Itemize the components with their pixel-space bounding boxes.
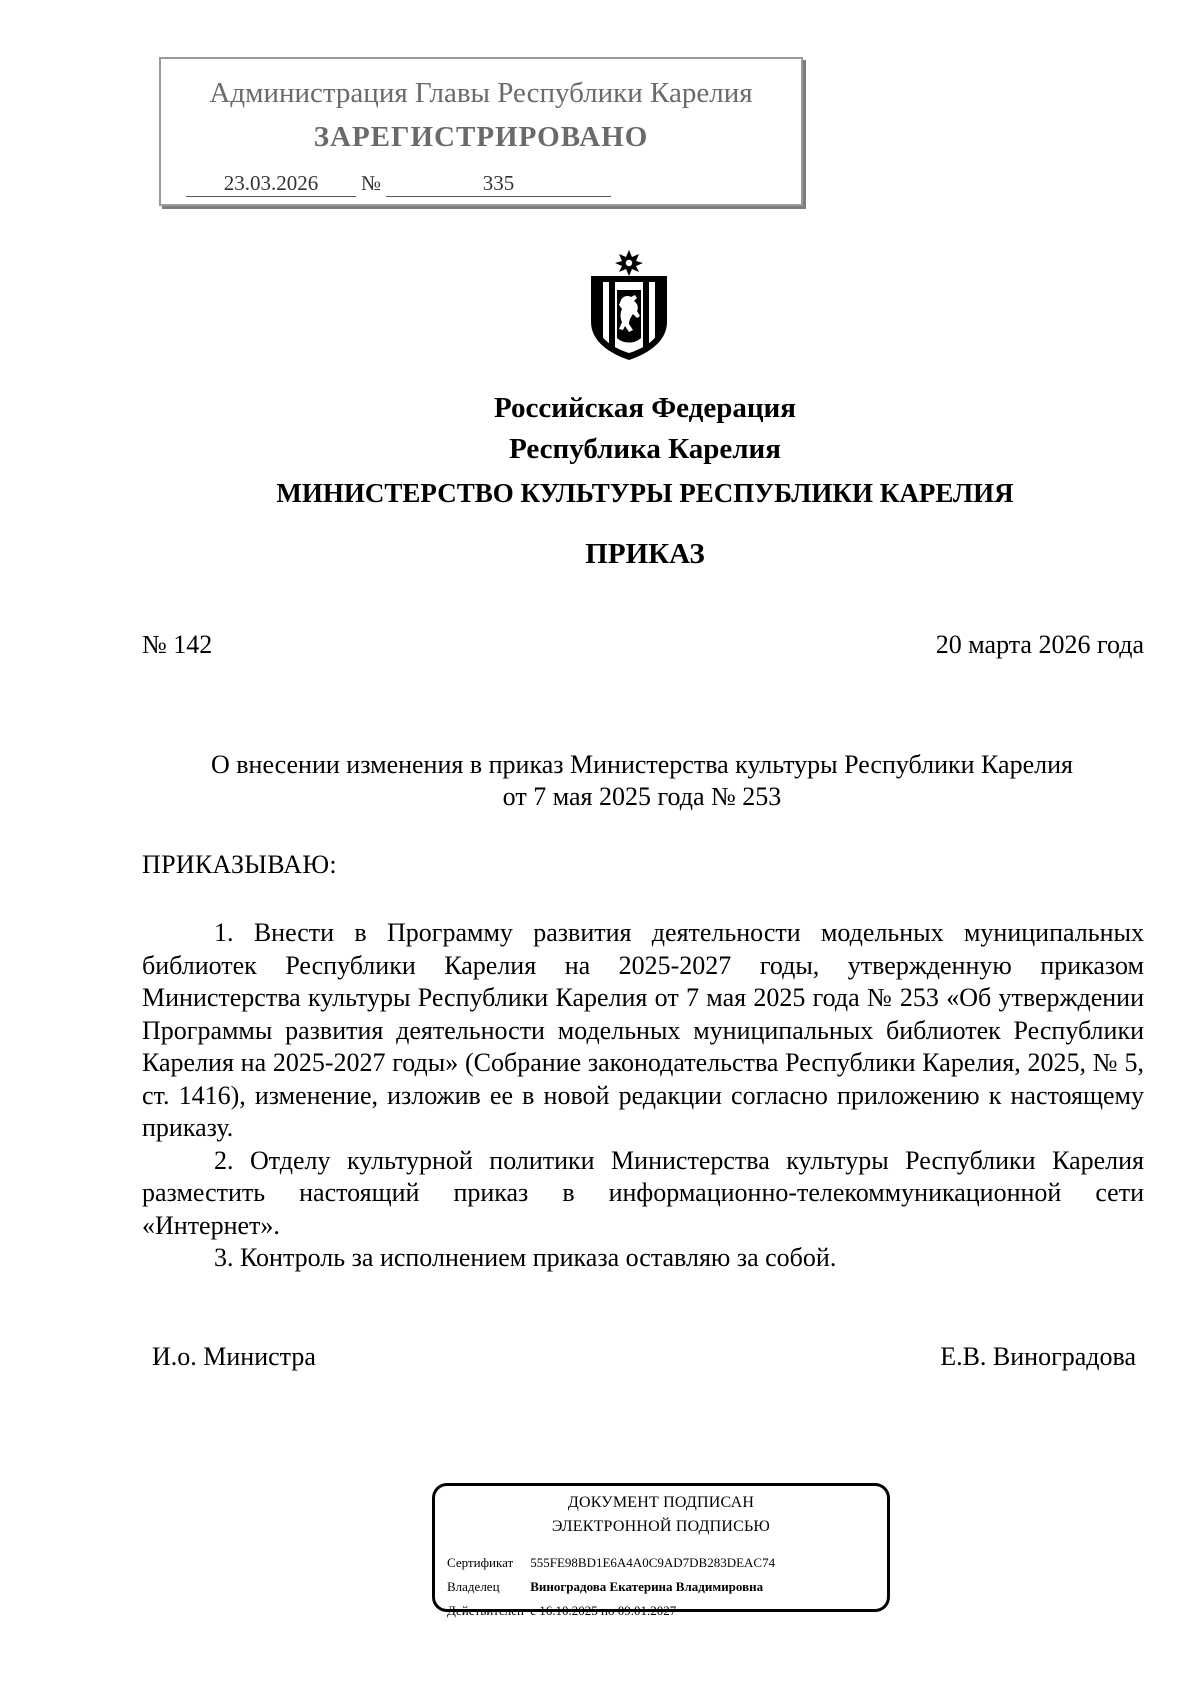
esign-owner-value: Виноградова Екатерина Владимировна	[530, 1579, 764, 1594]
region-heading: Республика Карелия	[509, 433, 781, 465]
stamp-number: 335	[386, 171, 611, 197]
prikazyvayu-label: ПРИКАЗЫВАЮ:	[142, 850, 337, 879]
esign-validity-label: Действителен	[447, 1603, 524, 1618]
star-icon	[615, 250, 643, 276]
document-type-title: ПРИКАЗ	[585, 538, 705, 570]
order-item-3: 3. Контроль за исполнением приказа оставляю за собой.	[214, 1243, 837, 1272]
esign-validity-value: с 16.10.2025 по 09.01.2027	[530, 1603, 677, 1618]
esign-owner-label: Владелец	[447, 1579, 500, 1594]
ministry-heading: МИНИСТЕРСТВО КУЛЬТУРЫ РЕСПУБЛИКИ КАРЕЛИЯ	[276, 478, 1014, 508]
order-number: № 142	[142, 630, 213, 659]
stamp-date: 23.03.2026	[186, 171, 356, 197]
stamp-number-label: №	[361, 171, 382, 195]
esign-certificate-row	[447, 1555, 775, 1571]
registration-stamp	[159, 57, 803, 206]
order-date: 20 марта 2026 года	[935, 630, 1144, 659]
subject-line-2: от 7 мая 2025 года № 253	[502, 782, 782, 811]
signatory-role: И.о. Министра	[152, 1342, 316, 1371]
esign-validity-row	[447, 1603, 676, 1619]
esign-certificate-label: Сертификат	[447, 1555, 514, 1570]
stamp-organization: Администрация Главы Республики Карелия	[209, 77, 753, 109]
esign-owner-row	[447, 1579, 763, 1595]
order-body	[142, 917, 1144, 1275]
country-heading: Российская Федерация	[494, 392, 796, 424]
signatory-name: Е.В. Виноградова	[940, 1342, 1136, 1371]
order-item-2: 2. Отделу культурной политики Министерства культуры Республики Карелия разместить настоящий приказ в информационно-телекоммуникационной сети «Интернет».	[142, 1145, 1144, 1240]
order-item-1: 1. Внести в Программу развития деятельности модельных муниципальных библиотек Республики Карелия на 2025-2027 годы, утвержденную приказом Министерства культуры Республики Карелия от 7 мая 2025 года № 253 «Об утверждении Программы развития деятельности модельных муниципальных библиотек Республики Карелия на 2025-2027 годы» (Собрание законодательства Республики Карелия, 2025, № 5, ст. 1416), изменение, изложив ее в новой редакции согласно приложению к настоящему приказу.	[142, 918, 1144, 1142]
subject-line-1: О внесении изменения в приказ Министерства культуры Республики Карелия	[211, 750, 1073, 779]
electronic-signature-box	[432, 1483, 890, 1618]
esign-certificate-value: 555FE98BD1E6A4A0C9AD7DB283DEAC74	[530, 1555, 776, 1570]
stamp-status: ЗАРЕГИСТРИРОВАНО	[313, 121, 649, 153]
karelia-coat-of-arms-icon	[583, 250, 675, 360]
esign-title-line-1: ДОКУМЕНТ ПОДПИСАН	[567, 1494, 755, 1511]
esign-title-line-2: ЭЛЕКТРОННОЙ ПОДПИСЬЮ	[551, 1518, 771, 1535]
